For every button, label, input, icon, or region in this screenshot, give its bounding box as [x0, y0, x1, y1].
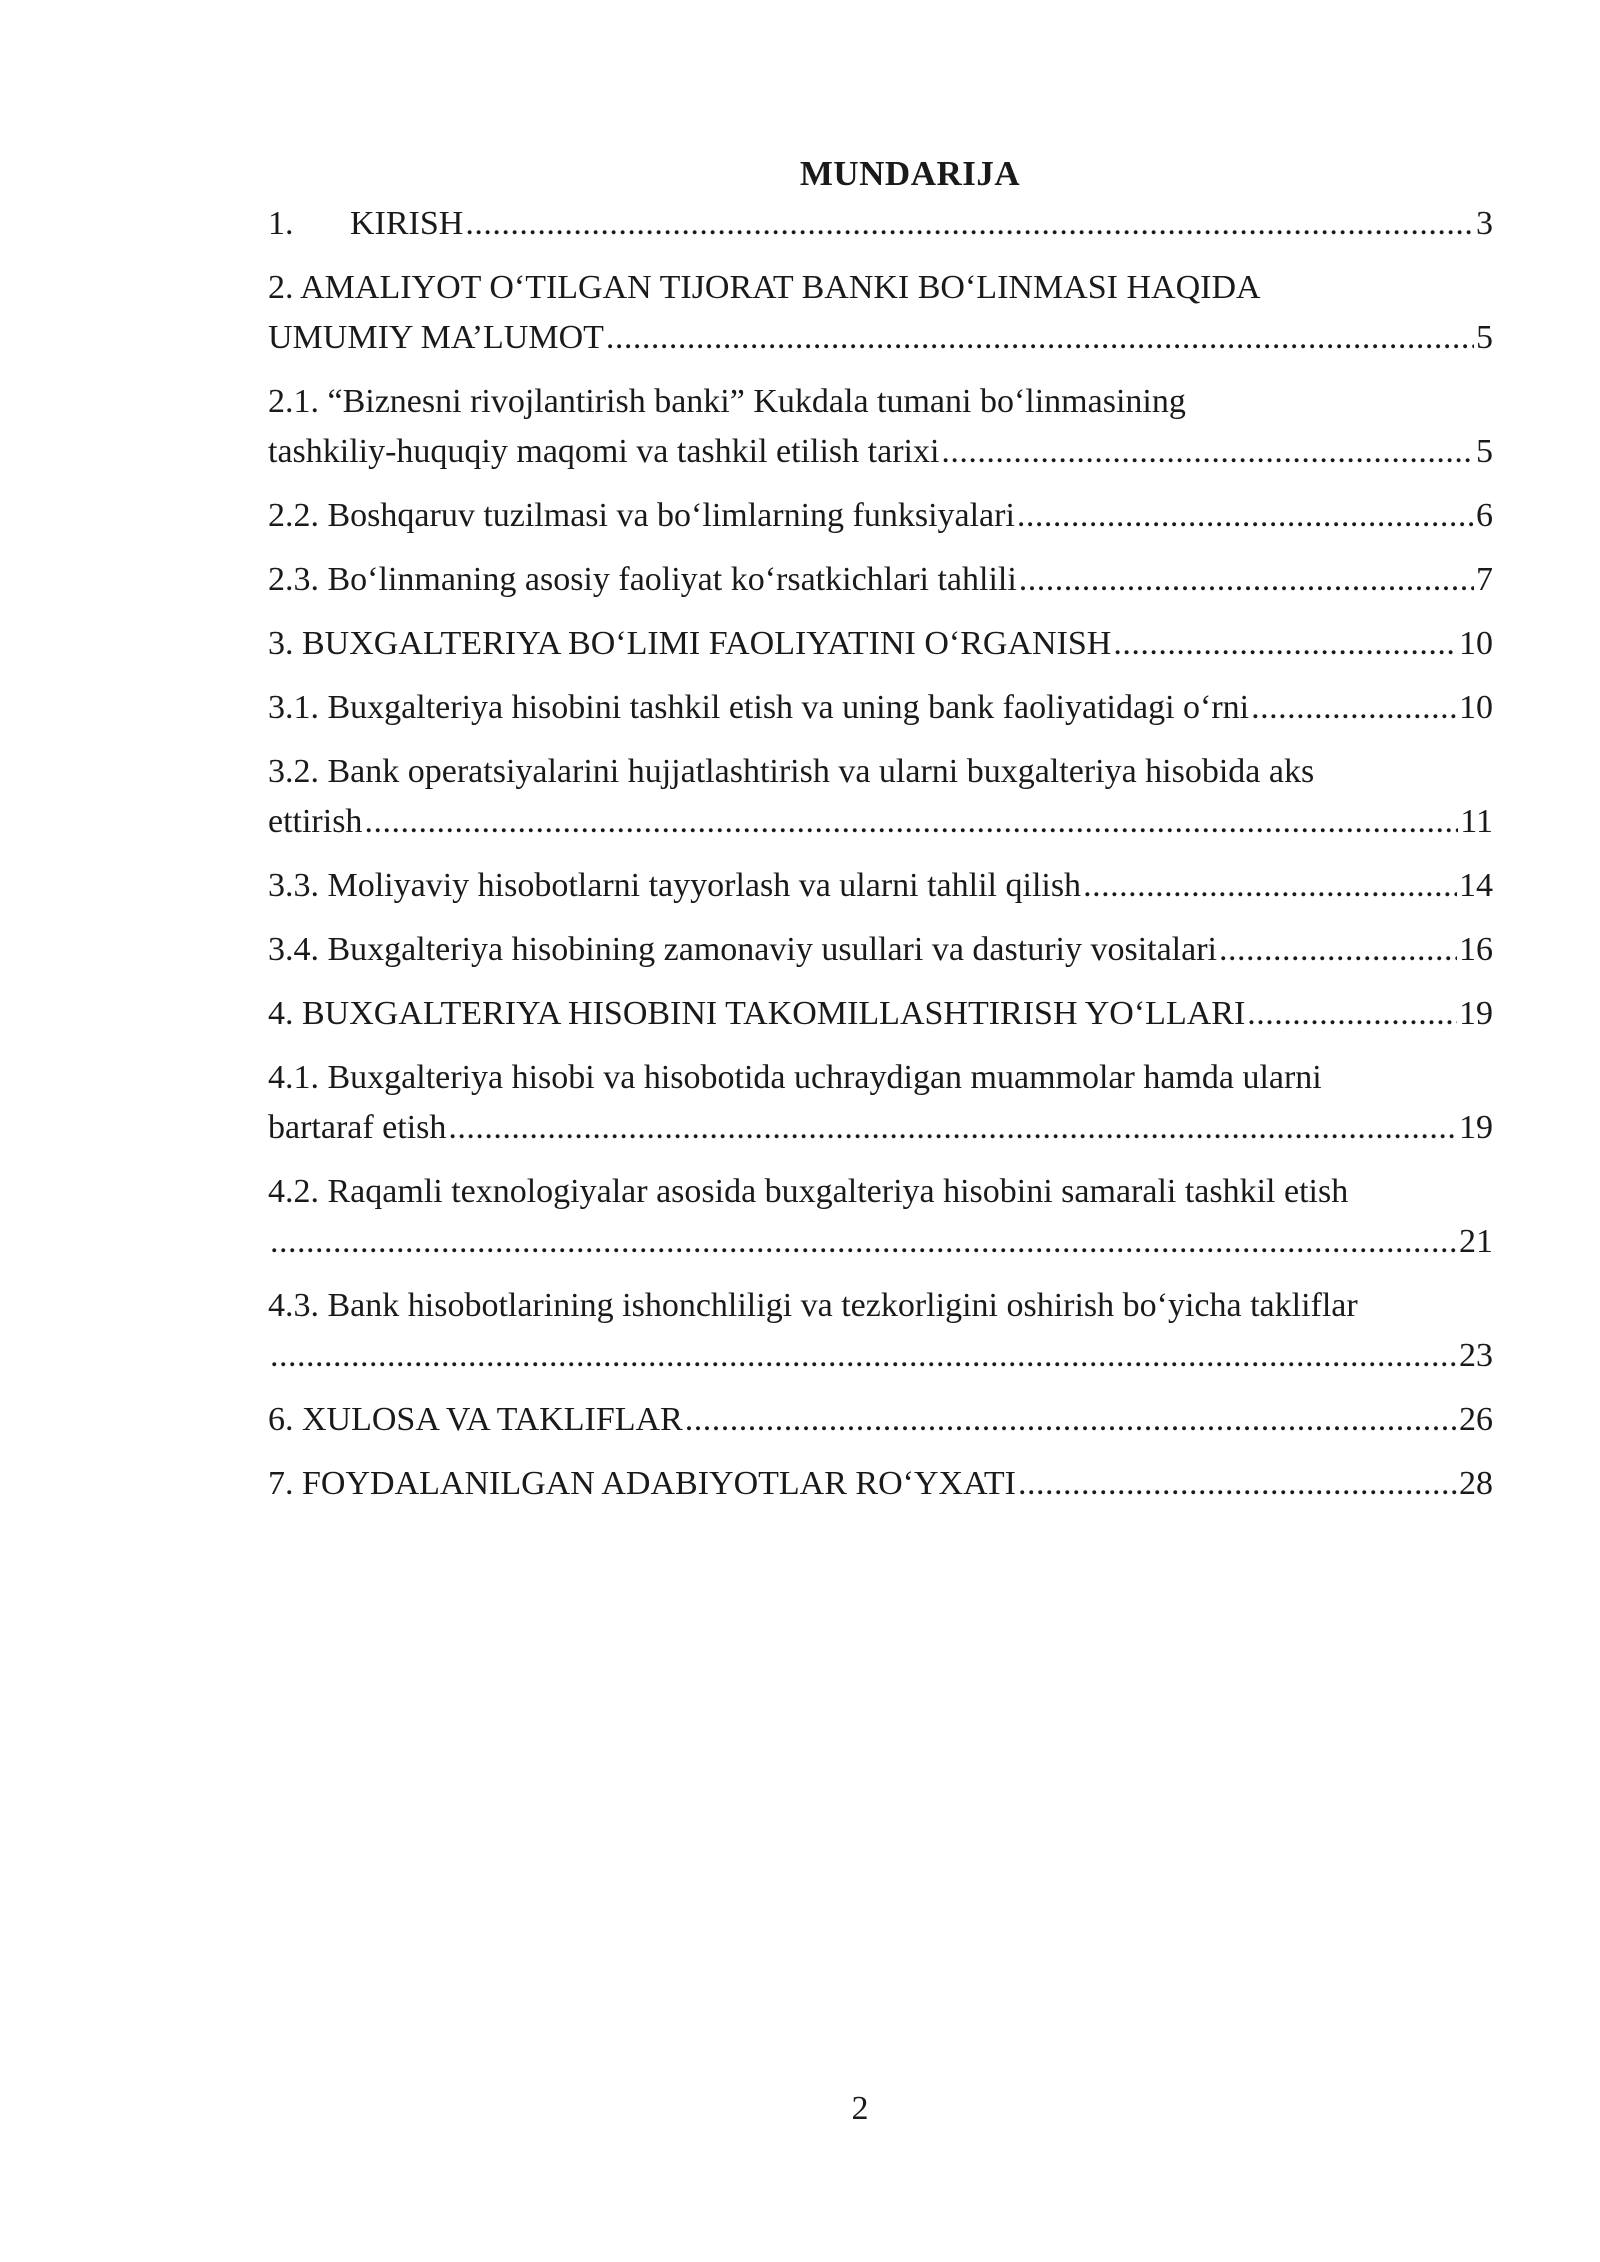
toc-entry-leader-line [268, 619, 1493, 669]
toc-entry-leader-line [268, 1331, 1493, 1381]
toc-entry[interactable] [268, 925, 1493, 975]
toc-entry-title [268, 555, 1017, 605]
toc-entry-page-number: 3 [1476, 205, 1493, 242]
toc-entry-leader-line [268, 683, 1493, 733]
toc-entry-page-number: 26 [1459, 1401, 1493, 1438]
toc-entry-title [268, 989, 1245, 1039]
toc-entry-leader-line [268, 1217, 1493, 1267]
toc-entry-title-text: 4. BUXGALTERIYA HISOBINI TAKOMILLASHTIRISH YO‘LLARI [268, 995, 1246, 1032]
dot-leader [1251, 683, 1457, 733]
toc-entry-page-number: 10 [1459, 625, 1493, 662]
toc-entry-title-line: 3.2. Bank operatsiyalarini hujjatlashtirish va ularni buxgalteriya hisobida aks [268, 753, 1315, 790]
toc-entry-title-text: tashkiliy-huquqiy maqomi va tashkil etilish tarixi [268, 433, 940, 470]
toc-entry[interactable] [268, 861, 1493, 911]
toc-entry-leader-line [268, 199, 1493, 249]
toc-entry-leader-line [268, 861, 1493, 911]
dot-leader [1083, 861, 1457, 911]
page-number: 2 [851, 2090, 869, 2127]
toc-entry-leader-line [268, 427, 1493, 477]
toc-entry-leader-line [268, 989, 1493, 1039]
dot-leader [1017, 491, 1474, 541]
toc-entry-title-line: 4.3. Bank hisobotlarining ishonchliligi va tezkorligini oshirish bo‘yicha takliflar [268, 1287, 1358, 1324]
dot-leader [1219, 925, 1457, 975]
toc-entry-title-text: KIRISH [350, 205, 464, 242]
toc-entry-leader-line [268, 925, 1493, 975]
toc-entry-leader-line [268, 313, 1493, 363]
toc-entry-title [268, 861, 1081, 911]
toc-entry-leader-line [268, 1103, 1493, 1153]
toc-entry[interactable] [268, 619, 1493, 669]
toc-entry-page-number: 7 [1476, 561, 1493, 598]
toc-entry-title-text: 3.4. Buxgalteriya hisobining zamonaviy usullari va dasturiy vositalari [268, 931, 1217, 968]
toc-entry-title-text: 3.1. Buxgalteriya hisobini tashkil etish va uning bank faoliyatidagi o‘rni [268, 689, 1250, 726]
toc-entry-title-text: bartaraf etish [268, 1109, 447, 1146]
toc-entry[interactable] [268, 683, 1493, 733]
toc-entry[interactable] [268, 555, 1493, 605]
toc-entry-leader-line [268, 555, 1493, 605]
toc-entry-number: 1. [268, 205, 294, 242]
toc-entry-title-text: 7. FOYDALANILGAN ADABIYOTLAR RO‘YXATI [268, 1465, 1016, 1502]
toc-entry-title-line: 4.1. Buxgalteriya hisobi va hisobotida uchraydigan muammolar hamda ularni [268, 1059, 1322, 1096]
toc-entry-title [268, 1459, 1016, 1509]
dot-leader [1019, 555, 1474, 605]
toc-entry-title-line: 2. AMALIYOT O‘TILGAN TIJORAT BANKI BO‘LINMASI HAQIDA [268, 269, 1261, 306]
toc-entry-page-number: 28 [1459, 1465, 1493, 1502]
toc-entry-title [268, 925, 1217, 975]
toc-entry-title-text: 2.3. Bo‘linmaning asosiy faoliyat ko‘rsatkichlari tahlili [268, 561, 1017, 598]
dot-leader [270, 1331, 1457, 1381]
toc-entry-title [268, 491, 1015, 541]
toc-entry-title-line: 4.2. Raqamli texnologiyalar asosida buxgalteriya hisobini samarali tashkil etish [268, 1173, 1349, 1210]
toc-entry-page-number: 19 [1459, 1109, 1493, 1146]
toc-entry-title [268, 199, 463, 249]
toc-entry-title-text: ettirish [268, 803, 363, 840]
toc-entry-title [268, 619, 1111, 669]
toc-entry-page-number: 23 [1459, 1337, 1493, 1374]
toc-entry[interactable] [268, 199, 1493, 249]
toc-entry[interactable] [268, 1459, 1493, 1509]
toc-entry-title-text: 3. BUXGALTERIYA BO‘LIMI FAOLIYATINI O‘RGANISH [268, 625, 1112, 662]
dot-leader [941, 427, 1474, 477]
toc-entry-page-number: 14 [1459, 867, 1493, 904]
toc-entry-leader-line [268, 1395, 1493, 1445]
dot-leader [364, 797, 1458, 847]
toc-entry-title [268, 797, 362, 847]
toc-entry-page-number: 5 [1476, 433, 1493, 470]
toc-entry-page-number: 16 [1459, 931, 1493, 968]
toc-entry-leader-line [268, 491, 1493, 541]
toc-entry-page-number: 6 [1476, 497, 1493, 534]
toc-entry-title-text: 2.2. Boshqaruv tuzilmasi va bo‘limlarning funksiyalari [268, 497, 1015, 534]
toc-entry[interactable] [268, 263, 1493, 363]
dot-leader [606, 313, 1474, 363]
toc-entry-title [268, 427, 939, 477]
toc-entry-page-number: 21 [1459, 1223, 1493, 1260]
dot-leader [448, 1103, 1457, 1153]
toc-entry[interactable] [268, 1281, 1493, 1381]
dot-leader [270, 1217, 1457, 1267]
toc-entry-page-number: 11 [1460, 803, 1493, 840]
dot-leader [1247, 989, 1457, 1039]
dot-leader [465, 199, 1474, 249]
dot-leader [1018, 1459, 1457, 1509]
toc-entry-title-line: 2.1. “Biznesni rivojlantirish banki” Kukdala tumani bo‘linmasining [268, 383, 1186, 420]
toc-entry[interactable] [268, 377, 1493, 477]
toc-entry-leader-line [268, 1459, 1493, 1509]
toc-entry-page-number: 10 [1459, 689, 1493, 726]
toc-entry[interactable] [268, 747, 1493, 847]
toc-entry-title [268, 683, 1249, 733]
toc-entry-title-text: UMUMIY MA’LUMOT [268, 319, 604, 356]
toc-entry[interactable] [268, 491, 1493, 541]
toc-entry-title [268, 313, 604, 363]
dot-leader [685, 1395, 1457, 1445]
table-of-contents [268, 199, 1493, 1523]
toc-entry[interactable] [268, 1167, 1493, 1267]
toc-entry[interactable] [268, 1053, 1493, 1153]
toc-entry-title-text: 6. XULOSA VA TAKLIFLAR [268, 1401, 683, 1438]
dot-leader [1113, 619, 1457, 669]
toc-entry-title [268, 1103, 446, 1153]
toc-entry-page-number: 19 [1459, 995, 1493, 1032]
toc-entry-page-number: 5 [1476, 319, 1493, 356]
toc-entry-title-text: 3.3. Moliyaviy hisobotlarni tayyorlash va ularni tahlil qilish [268, 867, 1082, 904]
toc-entry[interactable] [268, 989, 1493, 1039]
toc-entry[interactable] [268, 1395, 1493, 1445]
toc-title: MUNDARIJA [799, 154, 1021, 193]
toc-entry-title [268, 1395, 683, 1445]
toc-entry-leader-line [268, 797, 1493, 847]
